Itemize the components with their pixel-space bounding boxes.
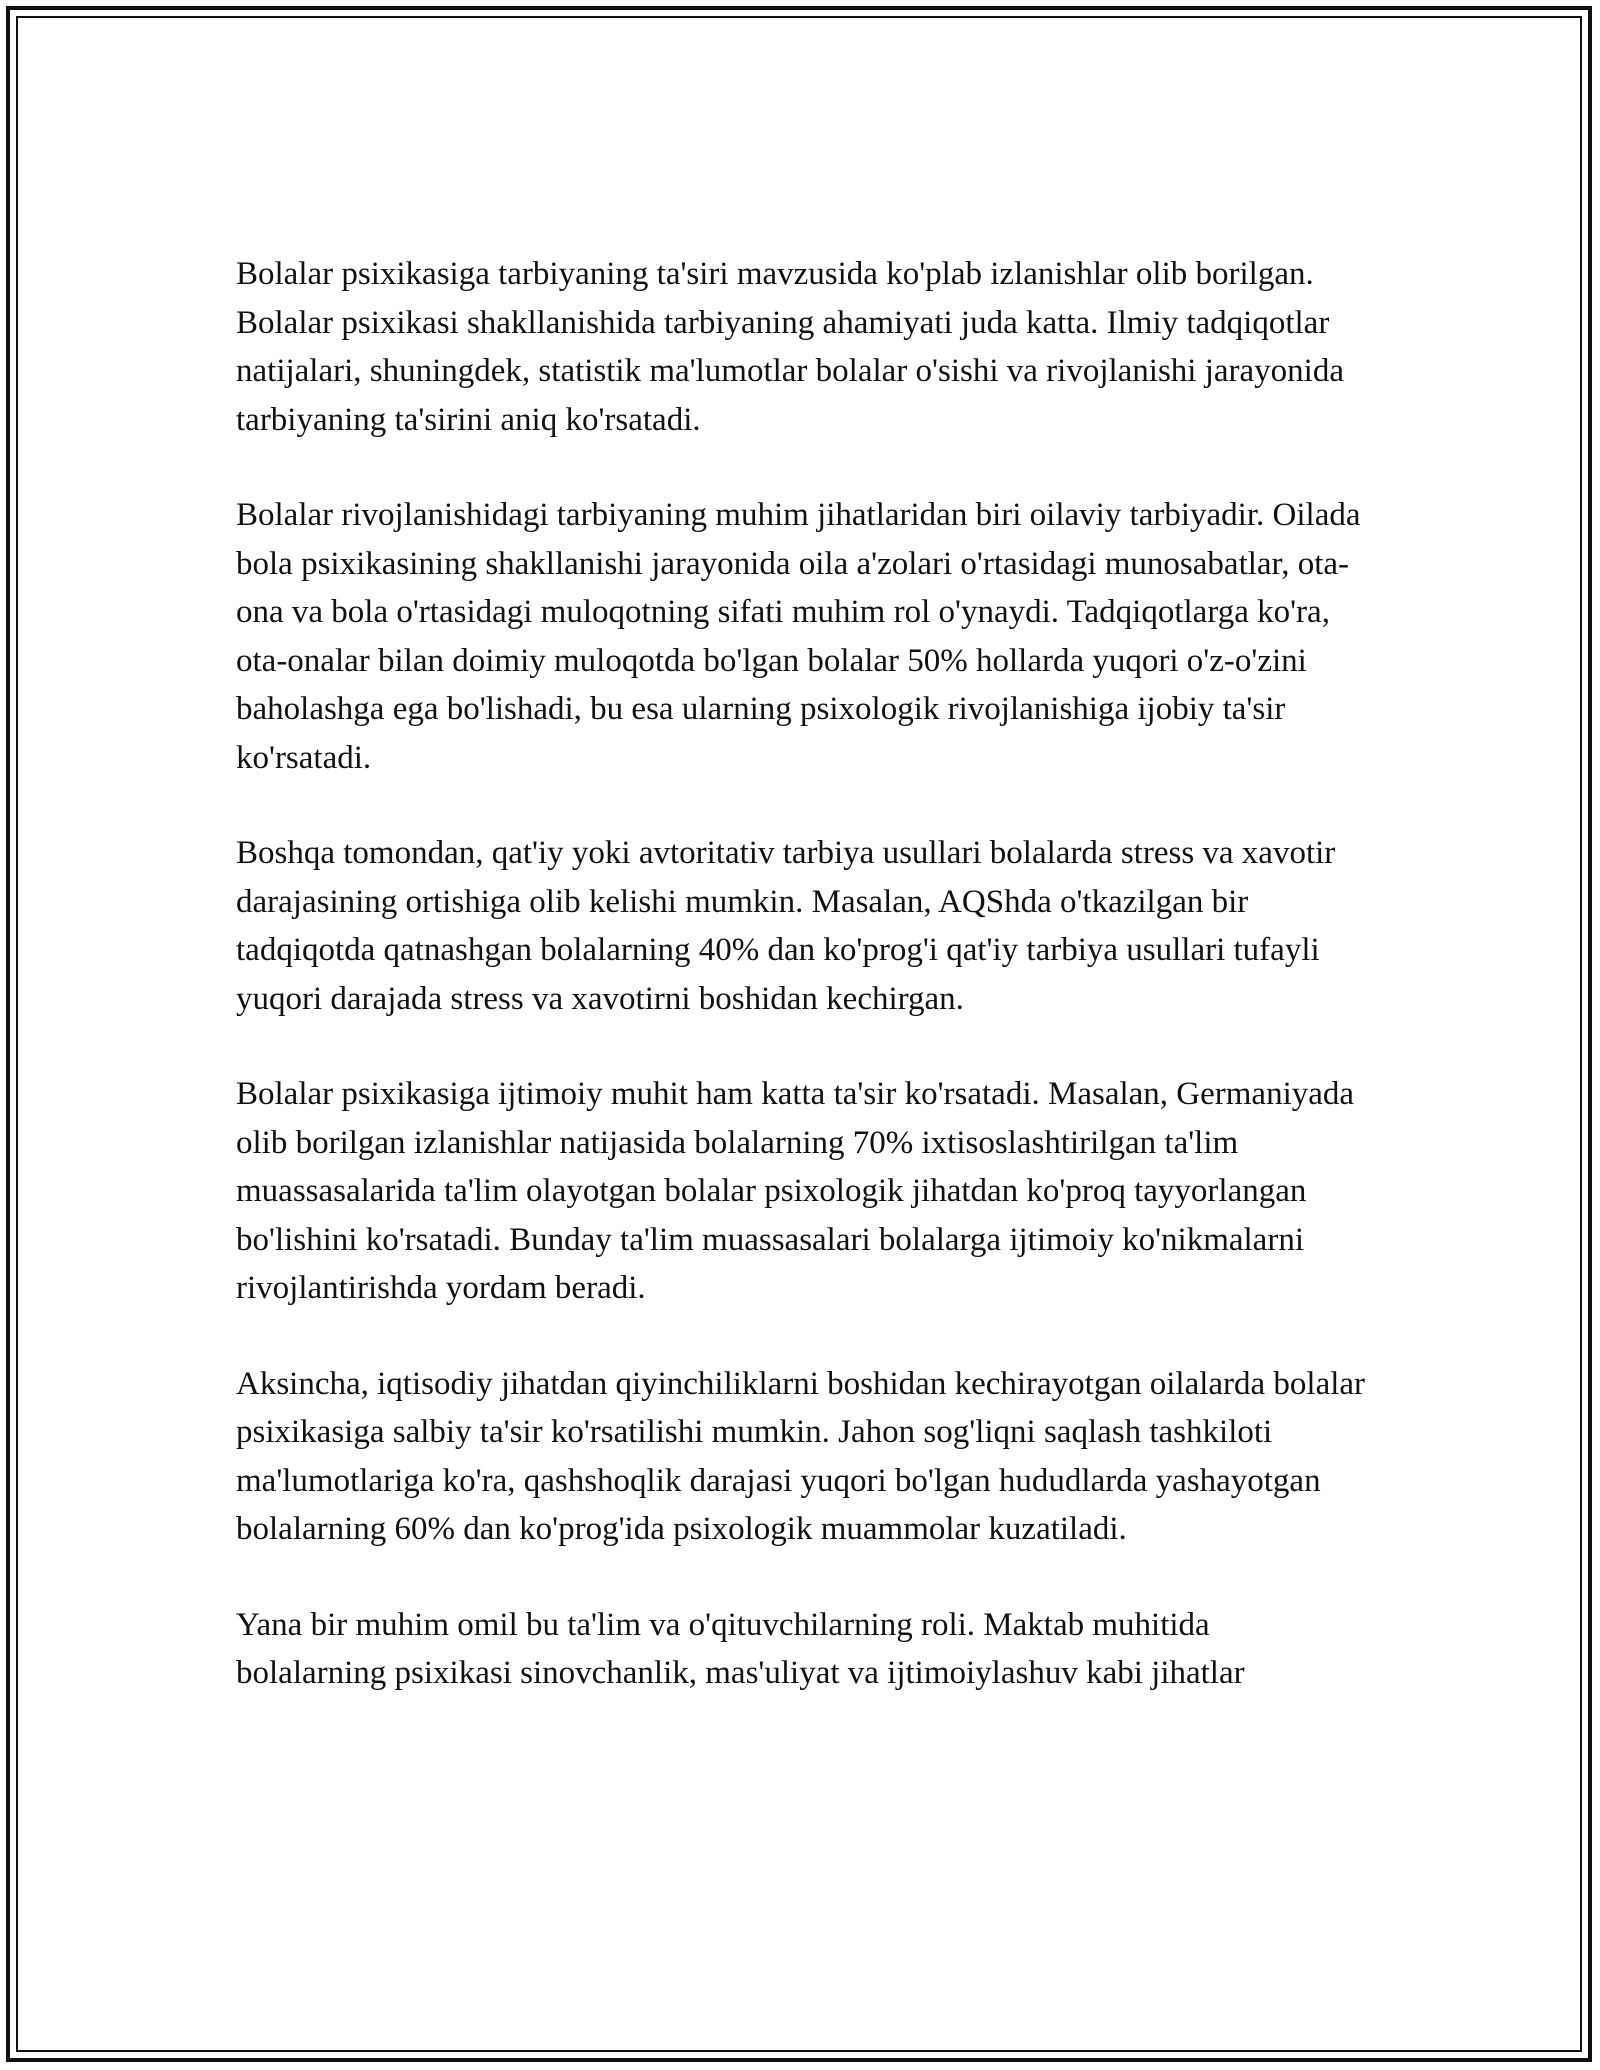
paragraph-5: Aksincha, iqtisodiy jihatdan qiyinchiliklarni boshidan kechirayotgan oilalarda bolalar psixikasiga salbiy ta'sir ko'rsatilishi mumkin. Jahon sog'liqni saqlash tashkiloti ma'lumotlariga ko'ra, qashshoqlik darajasi yuqori bo'lgan hududlarda yashayotgan bolalarning 60% dan ko'prog'ida psixologik muammolar kuzatiladi. [236,1365,1366,1547]
document-body [236,250,1366,1745]
paragraph-4: Bolalar psixikasiga ijtimoiy muhit ham katta ta'sir ko'rsatadi. Masalan, Germaniyada olib borilgan izlanishlar natijasida bolalarning 70% ixtisoslashtirilgan ta'lim muassasalarida ta'lim olayotgan bolalar psixologik jihatdan ko'proq tayyorlangan bo'lishini ko'rsatadi. Bunday ta'lim muassasalari bolalarga ijtimoiy ko'nikmalarni rivojlantirishda yordam beradi. [236,1076,1355,1306]
paragraph-3: Boshqa tomondan, qat'iy yoki avtoritativ tarbiya usullari bolalarda stress va xavotir darajasining ortishiga olib kelishi mumkin. Masalan, AQShda o'tkazilgan bir tadqiqotda qatnashgan bolalarning 40% dan ko'prog'i qat'iy tarbiya usullari tufayli yuqori darajada stress va xavotirni boshidan kechirgan. [236,835,1336,1017]
paragraph-6: Yana bir muhim omil bu ta'lim va o'qituvchilarning roli. Maktab muhitida bolalarning psixikasi sinovchanlik, mas'uliyat va ijtimoiylashuv kabi jihatlar [236,1606,1245,1691]
paragraph-1: Bolalar psixikasiga tarbiyaning ta'siri mavzusida ko'plab izlanishlar olib borilgan. Bolalar psixikasi shakllanishida tarbiyaning ahamiyati juda katta. Ilmiy tadqiqotlar natijalari, shuningdek, statistik ma'lumotlar bolalar o'sishi va rivojlanishi jarayonida tarbiyaning ta'sirini aniq ko'rsatadi. [236,256,1344,438]
paragraph-2: Bolalar rivojlanishidagi tarbiyaning muhim jihatlaridan biri oilaviy tarbiyadir. Oilada bola psixikasining shakllanishi jarayonida oila a'zolari o'rtasidagi munosabatlar, ota-ona va bola o'rtasidagi muloqotning sifati muhim rol o'ynaydi. Tadqiqotlarga ko'ra, ota-onalar bilan doimiy muloqotda bo'lgan bolalar 50% hollarda yuqori o'z-o'zini baholashga ega bo'lishadi, bu esa ularning psixologik rivojlanishiga ijobiy ta'sir ko'rsatadi. [236,497,1361,776]
